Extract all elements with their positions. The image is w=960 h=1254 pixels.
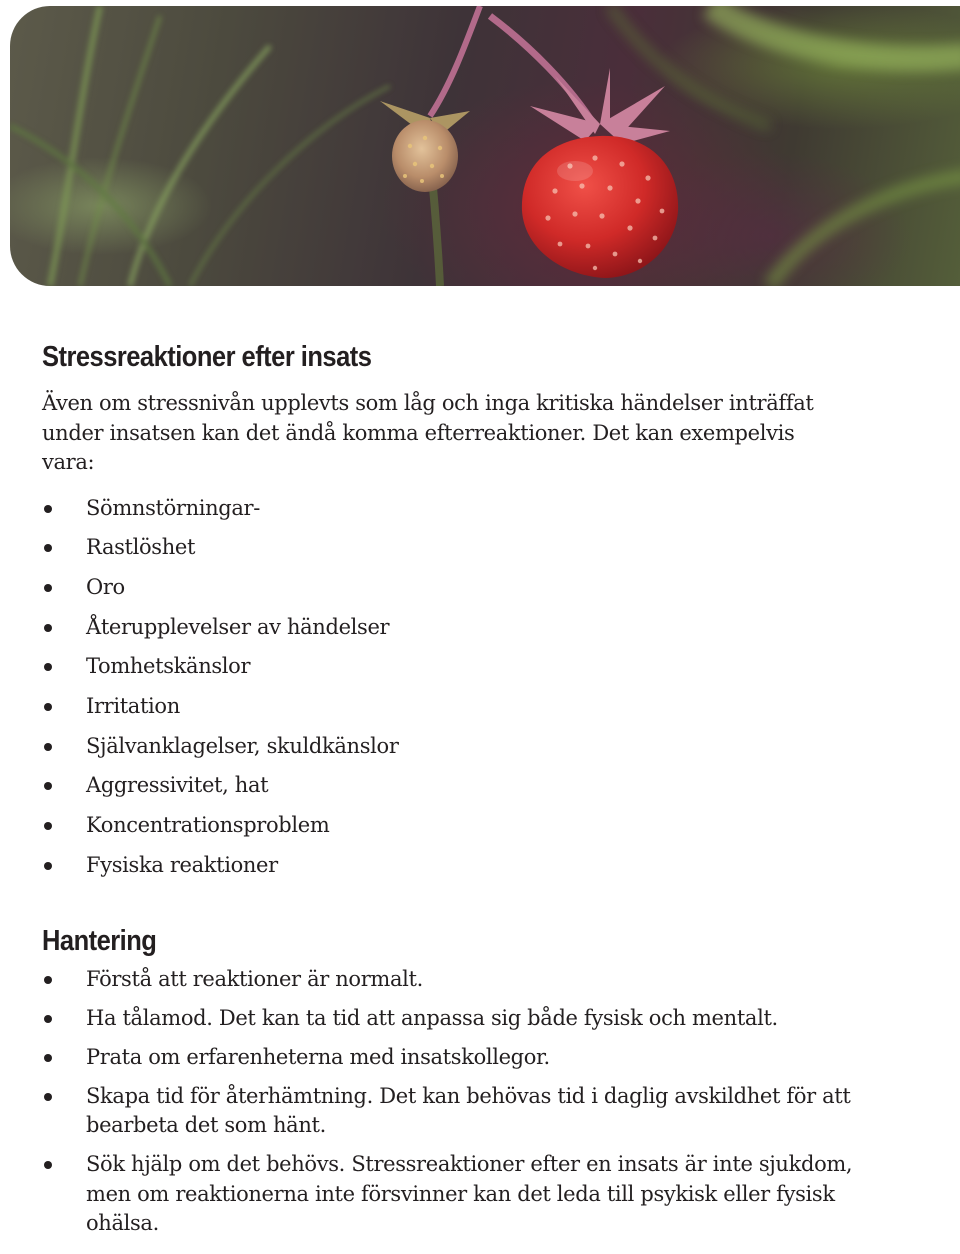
list-item: Skapa tid för återhämtning. Det kan behövas tid i daglig avskildhet för att bearbeta det som hänt. [42, 1082, 872, 1141]
list-item: Rastlöshet [42, 533, 922, 563]
handling-list [42, 965, 872, 1239]
page-content [42, 336, 922, 1248]
list-item: Ha tålamod. Det kan ta tid att anpassa sig både fysisk och mentalt. [42, 1004, 872, 1034]
list-item: Oro [42, 573, 922, 603]
list-item: Återupplevelser av händelser [42, 613, 922, 643]
section-heading-hantering: Hantering [42, 925, 157, 958]
list-item: Koncentrationsproblem [42, 811, 922, 841]
list-item: Sök hjälp om det behövs. Stressreaktioner efter en insats är inte sjukdom, men om reaktionerna inte försvinner kan det leda till psykisk eller fysisk ohälsa. [42, 1150, 872, 1239]
list-item: Självanklagelser, skuldkänslor [42, 732, 922, 762]
list-item: Irritation [42, 692, 922, 722]
wild-strawberry-photo [10, 6, 960, 286]
wild-strawberry-illustration [10, 6, 960, 286]
symptom-list [42, 494, 922, 881]
list-item: Fysiska reaktioner [42, 851, 922, 881]
list-item: Prata om erfarenheterna med insatskollegor. [42, 1043, 872, 1073]
list-item: Förstå att reaktioner är normalt. [42, 965, 872, 995]
section-heading-stressreaktioner: Stressreaktioner efter insats [42, 341, 372, 373]
list-item: Sömnstörningar- [42, 494, 922, 524]
intro-paragraph: Även om stressnivån upplevts som låg och inga kritiska händelser inträffat under insatsen kan det ändå komma efterreaktioner. Det kan exempelvis vara: [42, 391, 814, 474]
list-item: Aggressivitet, hat [42, 771, 922, 801]
list-item: Tomhetskänslor [42, 652, 922, 682]
